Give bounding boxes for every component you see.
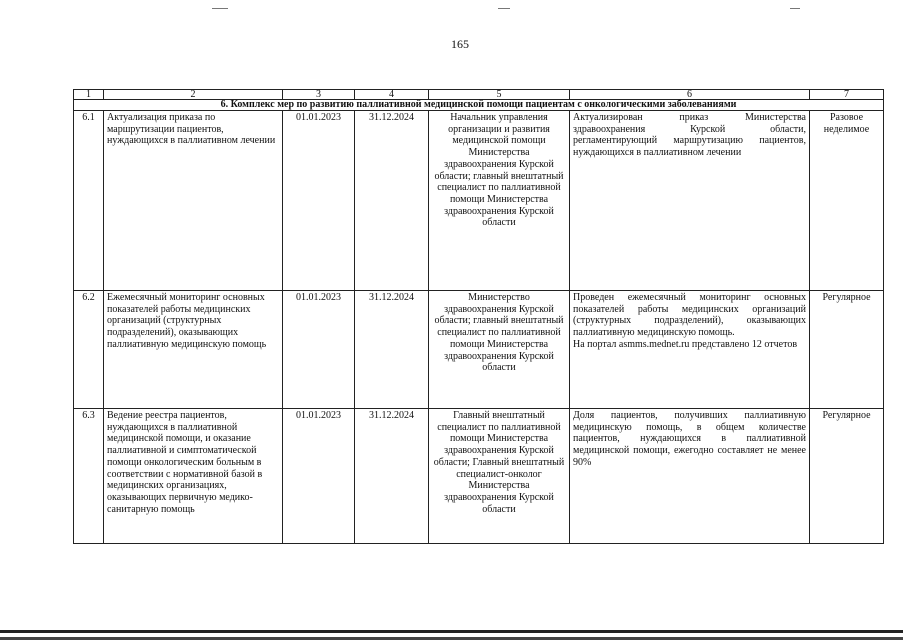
start-date-cell: 01.01.2023: [283, 291, 355, 409]
measures-table: [73, 89, 884, 544]
type-cell: Разовое неделимое: [810, 111, 884, 291]
result-cell: [570, 291, 810, 409]
measure-cell: Ежемесячный мониторинг основных показателей работы медицинских организаций (структурных подразделений), оказывающих паллиативную медицинскую помощь: [104, 291, 283, 409]
column-number: 5: [429, 90, 570, 100]
row-number: 6.2: [74, 291, 104, 409]
result-paragraph: На портал asmms.mednet.ru представлено 12 отчетов: [573, 338, 798, 350]
column-number: 3: [283, 90, 355, 100]
end-date-cell: 31.12.2024: [355, 111, 429, 291]
column-number: 1: [74, 90, 104, 100]
table-row: [74, 409, 884, 544]
page-number: 165: [451, 37, 469, 51]
responsible-cell: Главный внештатный специалист по паллиативной помощи Министерства здравоохранения Курской области; Главный внештатный специалист-онколог Министерства здравоохранения Курской области: [429, 409, 570, 544]
result-cell: Доля пациентов, получивших паллиативную медицинскую помощь, в общем количестве пациентов, нуждающихся в паллиативной медицинской помощи, ежегодно составляет не менее 90%: [570, 409, 810, 544]
measure-cell: Актуализация приказа по маршрутизации пациентов, нуждающихся в паллиативном лечении: [104, 111, 283, 291]
column-number: 2: [104, 90, 283, 100]
measure-cell: Ведение реестра пациентов, нуждающихся в паллиативной медицинской помощи, и оказание паллиативной и симптоматической помощи онкологическим больным в соответствии с нормативной базой в медицинских организациях, оказывающих первичную медико-санитарную помощь: [104, 409, 283, 544]
start-date-cell: 01.01.2023: [283, 409, 355, 544]
table-row: [74, 111, 884, 291]
section-header-row: [74, 100, 884, 111]
column-number: 7: [810, 90, 884, 100]
end-date-cell: 31.12.2024: [355, 409, 429, 544]
end-date-cell: 31.12.2024: [355, 291, 429, 409]
row-number: 6.1: [74, 111, 104, 291]
responsible-cell: Министерство здравоохранения Курской области; главный внештатный специалист по паллиативной помощи Министерства здравоохранения Курской области: [429, 291, 570, 409]
type-cell: Регулярное: [810, 409, 884, 544]
column-number-row: [74, 90, 884, 100]
table-row: [74, 291, 884, 409]
column-number: 4: [355, 90, 429, 100]
section-title: 6. Комплекс мер по развитию паллиативной медицинской помощи пациентам с онкологическими заболеваниями: [74, 100, 884, 111]
scan-top-edge: [0, 0, 903, 12]
column-number: 6: [570, 90, 810, 100]
responsible-cell: Начальник управления организации и развития медицинской помощи Министерства здравоохранения Курской области; главный внештатный специалист по паллиативной помощи Министерства здравоохранения Курской области: [429, 111, 570, 291]
scan-bottom-edge: [0, 630, 903, 633]
start-date-cell: 01.01.2023: [283, 111, 355, 291]
row-number: 6.3: [74, 409, 104, 544]
result-paragraph: Проведен ежемесячный мониторинг основных показателей работы медицинских организаций (структурных подразделений), оказывающих паллиативную медицинскую помощь.: [573, 292, 806, 339]
result-cell: Актуализирован приказ Министерства здравоохранения Курской области, регламентирующий маршрутизацию пациентов, нуждающихся в паллиативном лечении: [570, 111, 810, 291]
type-cell: Регулярное: [810, 291, 884, 409]
